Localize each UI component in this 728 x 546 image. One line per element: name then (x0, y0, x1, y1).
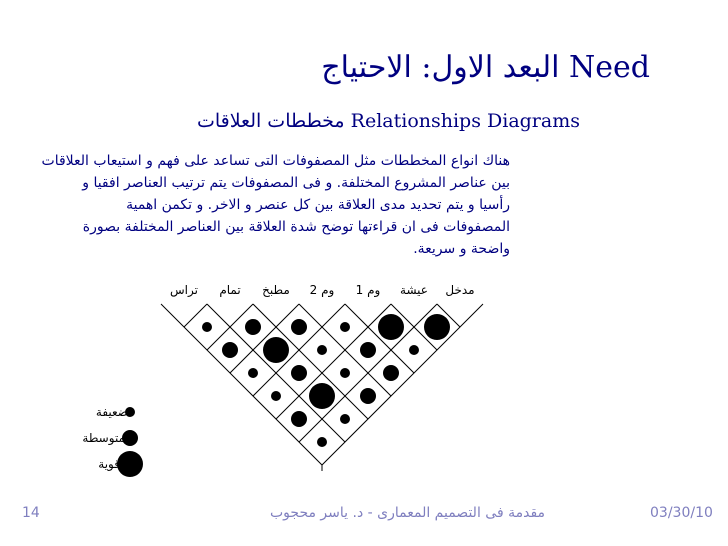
column-label: تراس (170, 283, 198, 297)
relationship-dot (291, 365, 307, 381)
relationship-dot (317, 345, 327, 355)
relationship-dot (340, 368, 350, 378)
legend-label: متوسطة (82, 431, 125, 445)
page-number: 14 (22, 505, 40, 521)
relationship-dot (291, 411, 307, 427)
column-label: تمام (219, 283, 241, 297)
legend-dot (117, 451, 143, 477)
relationship-dot (340, 414, 350, 424)
relationship-dot (424, 314, 450, 340)
column-label: مطبخ (262, 283, 290, 297)
relationship-dot (360, 342, 376, 358)
footer-date: 03/30/10 (650, 505, 713, 521)
relationship-dot (340, 322, 350, 332)
column-label: وم 2 (309, 283, 335, 297)
column-label: مدخل (445, 283, 475, 297)
grid-line (345, 304, 414, 373)
slide-title: البعد الاول: الاحتياج Need (321, 50, 650, 85)
slide-subtitle: مخططات العلاقات Relationships Diagrams (196, 110, 580, 132)
relationship-dot (409, 345, 419, 355)
relationship-dot (263, 337, 289, 363)
grid-line (230, 304, 299, 373)
paragraph-line: هناك انواع المخططات مثل المصفوفات التى تساعد على فهم و استيعاب العلاقات (41, 153, 510, 169)
column-label: عيشة (400, 283, 428, 297)
column-label: وم 1 (355, 283, 381, 297)
relationship-dot (309, 383, 335, 409)
relationship-dot (222, 342, 238, 358)
paragraph-line: المصفوفات فى ان قراءتها توضح شدة العلاقة بين العناصر المختلفة بصورة (82, 219, 510, 235)
relationship-dot (271, 391, 281, 401)
relationship-dot (202, 322, 212, 332)
paragraph-line: رأسيا و يتم تحديد مدى العلاقة بين كل عنصر و الاخر. و تكمن اهمية (126, 197, 510, 213)
paragraph-line: واضحة و سريعة. (413, 241, 510, 257)
legend-label: ضعيفة (95, 405, 128, 419)
paragraph-line: بين عناصر المشروع المختلفة. و فى المصفوفات يتم ترتيب العناصر افقيا و (82, 175, 510, 191)
relationship-dot (360, 388, 376, 404)
legend-label: قوية (98, 457, 120, 471)
relationship-dot (317, 437, 327, 447)
relationship-dot (378, 314, 404, 340)
relationship-dot (291, 319, 307, 335)
relationship-dot (383, 365, 399, 381)
relationship-dot (248, 368, 258, 378)
footer-credit: مقدمة فى التصميم المعمارى - د. ياسر محجوب (270, 505, 546, 521)
relationship-dot (245, 319, 261, 335)
